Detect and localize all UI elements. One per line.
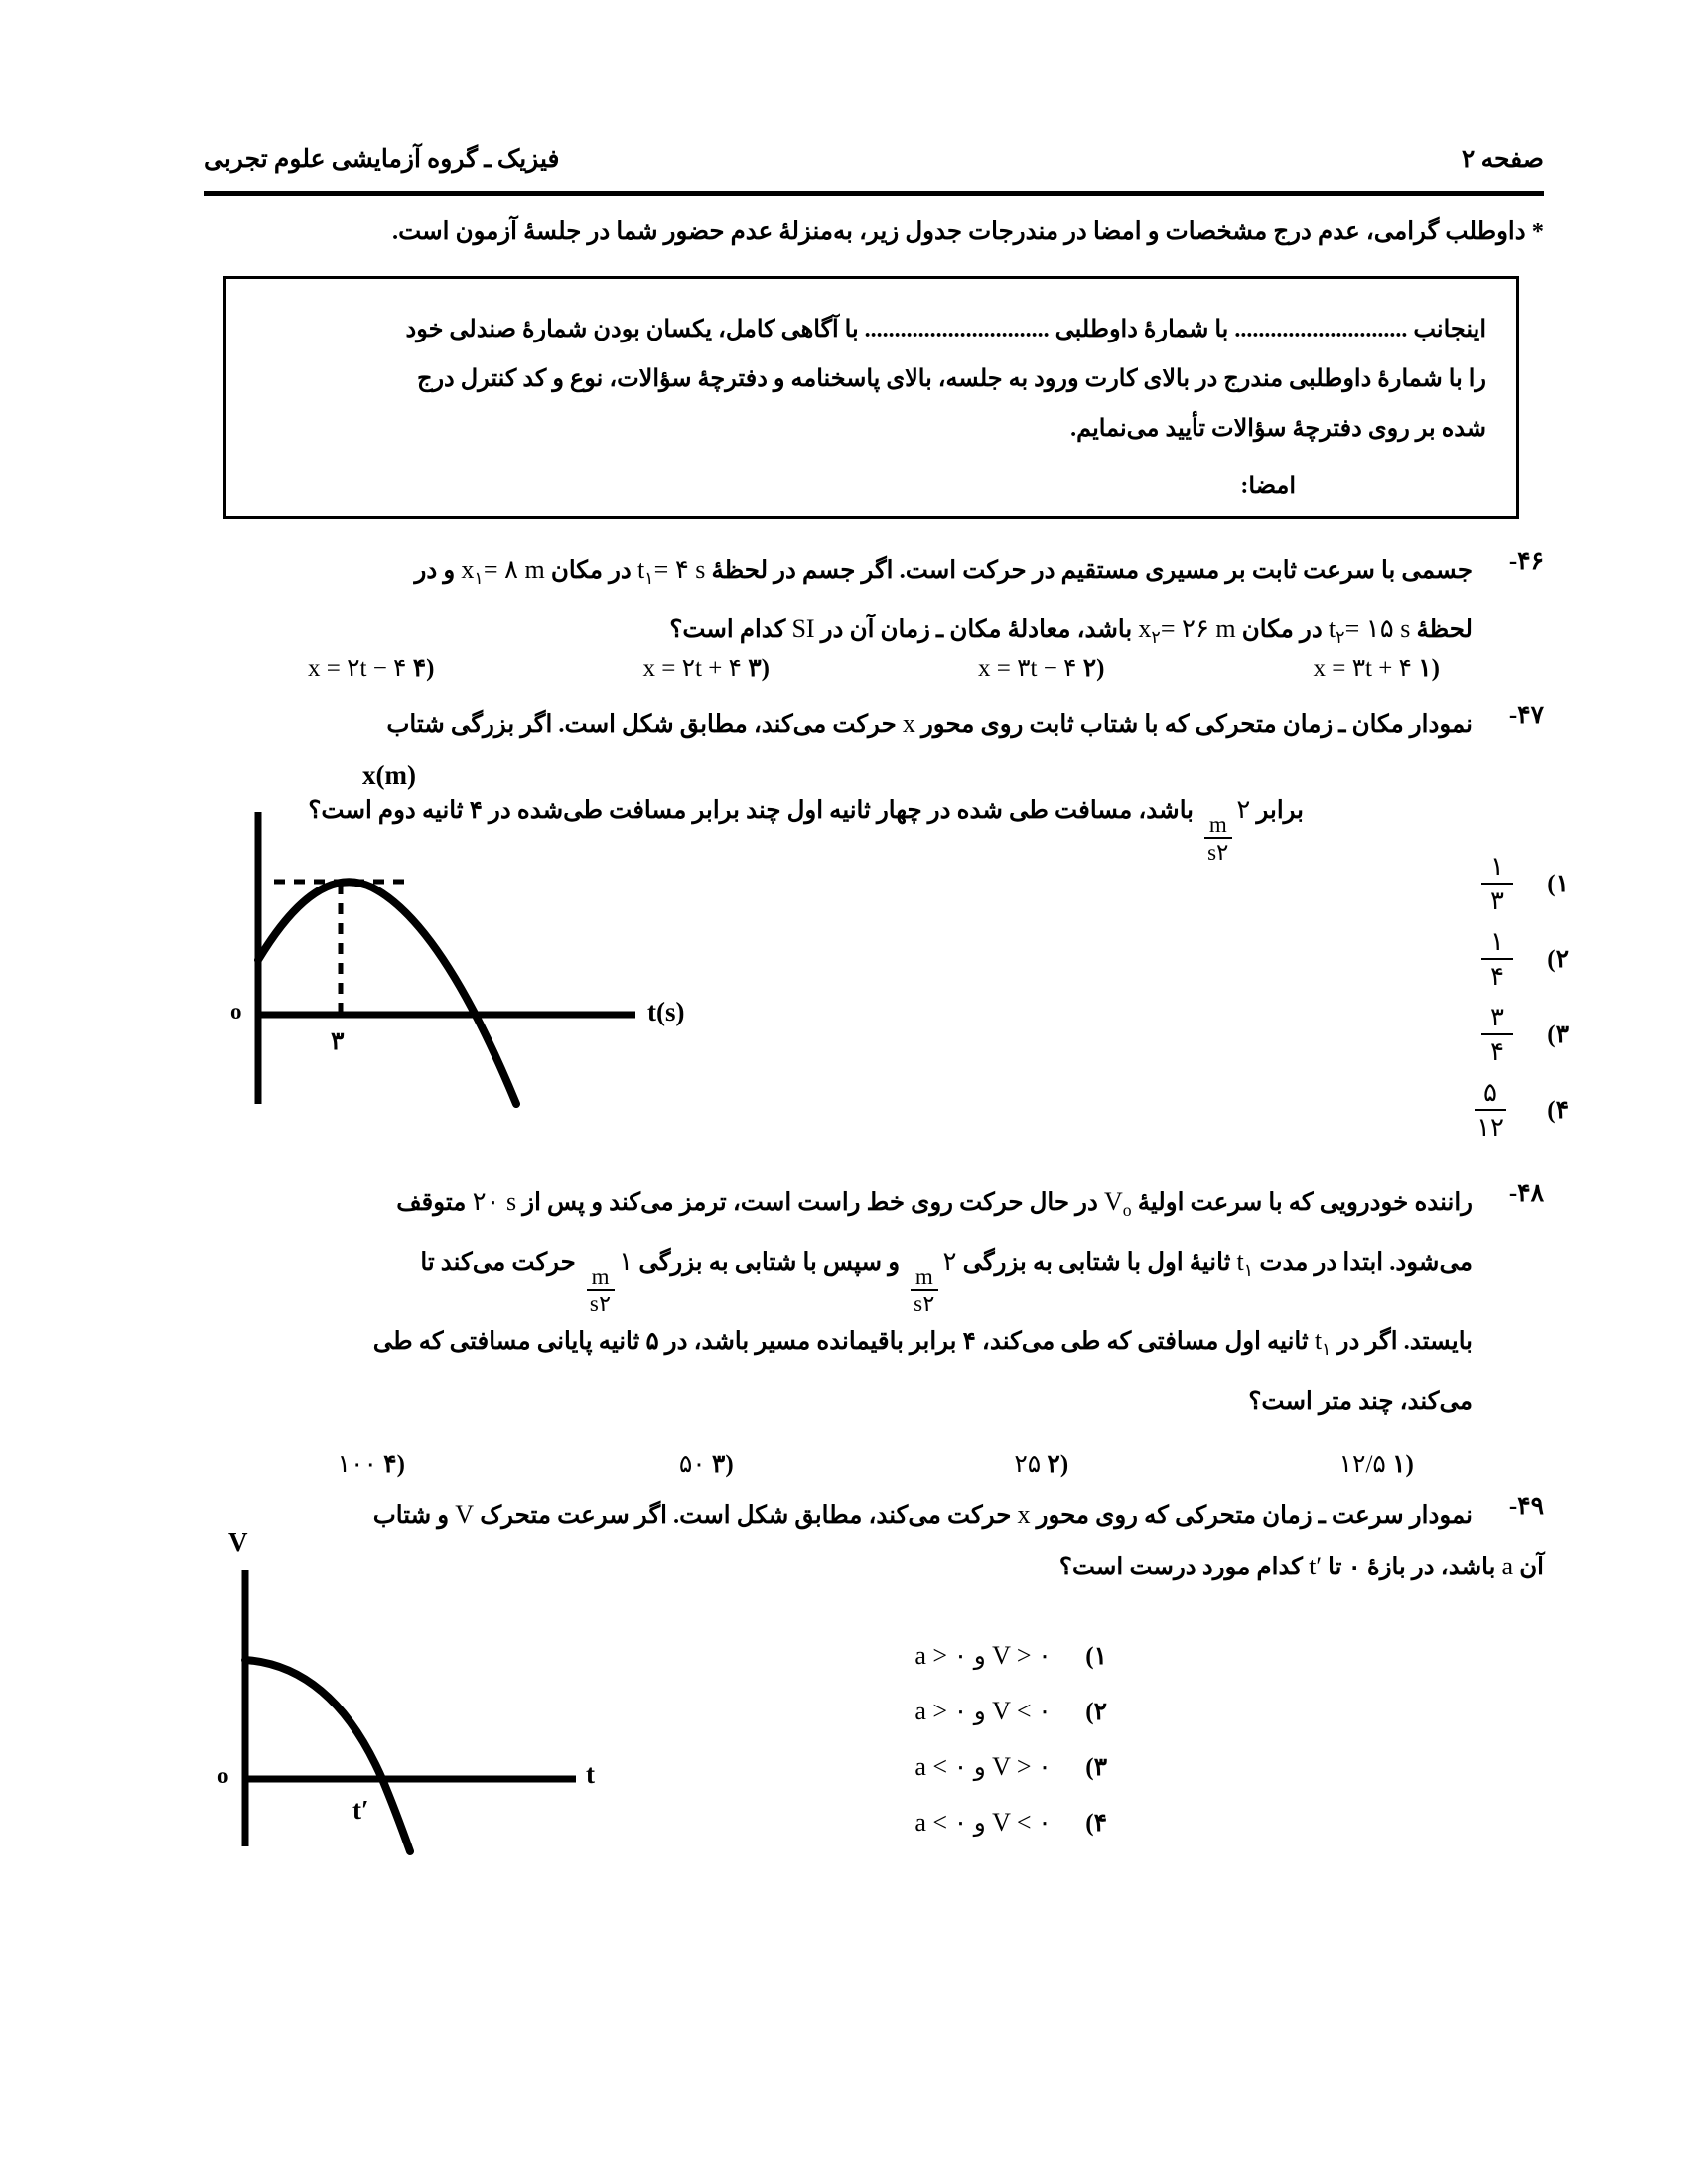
option-47-3[interactable]: [1370, 997, 1569, 1072]
q49-part-2: حرکت می‌کند، مطابق شکل است. اگر سرعت متحرک: [480, 1502, 1012, 1529]
figure-47-curve: [258, 882, 516, 1104]
q46-math-si: SI: [791, 614, 815, 644]
question-48-options: [204, 1449, 1544, 1479]
q48-part-3: متوقف: [396, 1189, 467, 1216]
option-48-1[interactable]: ۱۲/۵ ۱): [1338, 1451, 1414, 1478]
candidate-notice: * داوطلب گرامی، عدم درج مشخصات و امضا در مندرجات جدول زیر، به‌منزلۀ عدم حضور شما در جلسۀ آزمون است.: [391, 218, 1544, 245]
header-page-number: صفحه ۲: [1461, 146, 1544, 173]
q46-part-3: و در: [414, 557, 456, 584]
q46-part-1: جسمی با سرعت ثابت بر مسیری مستقیم در حرکت است. اگر جسم در لحظۀ: [711, 557, 1473, 584]
q49-part-3: و شتاب: [372, 1502, 450, 1529]
q46-math-x2: $x_۲=$ ۲۶ m: [1138, 614, 1236, 648]
q48-accel-2: $\frac{m}{s۲}$ ۱: [582, 1236, 633, 1315]
figure-47-tick-label: ۳: [331, 1028, 345, 1055]
option-49-4-value: V < ۰ و a < ۰: [914, 1808, 1052, 1837]
declaration-line-3: شده بر روی دفترچۀ سؤالات تأیید می‌نمایم.: [1070, 416, 1486, 442]
q48-accel-1: $\frac{m}{s۲}$ ۲: [906, 1236, 956, 1315]
q48-math-t1: $t_۱$: [1236, 1247, 1254, 1281]
option-47-2-number: ۲): [1547, 946, 1569, 973]
q47-part-3: برابر: [1256, 797, 1304, 824]
q47-accel-value: $\frac{m}{s۲}$ ۲: [1199, 784, 1250, 864]
figure-49-svg: [184, 1509, 640, 1856]
q49-math-v: V: [455, 1500, 475, 1529]
figure-49-curve: [245, 1660, 410, 1851]
q48-part-6: و سپس با شتابی به بزرگی: [638, 1249, 901, 1277]
question-46-text: [204, 544, 1473, 663]
option-48-4[interactable]: ۱۰۰ ۴): [337, 1451, 405, 1478]
q49-part-6: کدام مورد درست است؟: [1058, 1554, 1303, 1580]
option-47-4[interactable]: [1370, 1072, 1569, 1148]
header-subject: فیزیک ـ گروه آزمایشی علوم تجربی: [204, 146, 560, 173]
q48-math-t1b: $t_۱$: [1314, 1326, 1332, 1360]
option-47-4-number: ۴): [1547, 1097, 1569, 1124]
question-48-text: [204, 1176, 1473, 1428]
q47-accel-num: m: [1204, 813, 1232, 839]
option-46-1[interactable]: x = ۳t + ۴ ۱): [1313, 655, 1440, 682]
q48-part-7: حرکت می‌کند تا: [420, 1249, 576, 1277]
option-47-1[interactable]: [1370, 846, 1569, 921]
option-47-3-value: $\frac{۳}{۴}$: [1481, 1004, 1525, 1065]
question-46-number: ۴۶-: [1508, 548, 1544, 575]
question-49-text-2: [601, 1541, 1544, 1593]
option-49-4[interactable]: [779, 1795, 1107, 1850]
declaration-line-2: را با شمارۀ داوطلبی مندرج در بالای کارت ورود به جلسه، بالای پاسخنامه و دفترچۀ سؤالات، نوع و کد کنترل درج: [416, 366, 1486, 392]
question-47-text: [204, 698, 1473, 751]
q48-part-4: می‌شود. ابتدا در مدت: [1259, 1249, 1473, 1277]
q46-math-x1: $x_۱=$ ۸ m: [461, 555, 545, 589]
q46-math-t2: $t_۲=$ ۱۵ s: [1328, 614, 1411, 648]
option-49-2-number: ۲): [1085, 1699, 1107, 1725]
q48-accel-1-fraction: $\frac{m}{s۲}$: [909, 1265, 939, 1315]
option-49-1[interactable]: [779, 1628, 1107, 1684]
option-48-2[interactable]: ۲۵ ۲): [1014, 1451, 1069, 1478]
q49-math-x: x: [1017, 1500, 1031, 1529]
q49-part-4: آن: [1519, 1554, 1544, 1580]
q48-part-5: ثانیۀ اول با شتابی به بزرگی: [962, 1249, 1231, 1277]
question-48-number: ۴۸-: [1508, 1180, 1544, 1207]
q46-part-4: لحظۀ: [1416, 616, 1473, 644]
option-47-2-value: $\frac{۱}{۴}$: [1481, 928, 1525, 990]
figure-49-tick-label: t′: [352, 1795, 369, 1825]
q46-part-5: در مکان: [1241, 616, 1323, 644]
q47-part-1: نمودار مکان ـ زمان متحرکی که با شتاب ثابت روی محور: [920, 711, 1473, 738]
option-49-3-value: V > ۰ و a < ۰: [914, 1752, 1052, 1781]
option-46-4[interactable]: x = ۲t − ۴ ۴): [307, 655, 435, 682]
option-49-1-value: V > ۰ و a > ۰: [914, 1641, 1052, 1670]
option-49-2-value: V < ۰ و a > ۰: [914, 1697, 1052, 1725]
question-47-number: ۴۷-: [1508, 702, 1544, 729]
question-49-cont: [601, 1541, 1544, 1593]
q48-part-10: می‌کند، چند متر است؟: [1248, 1387, 1473, 1415]
figure-47-y-label: x(m): [362, 760, 416, 790]
option-48-3[interactable]: ۵۰ ۳): [678, 1451, 734, 1478]
q47-part-2: حرکت می‌کند، مطابق شکل است. اگر بزرگی شتاب: [386, 711, 897, 738]
option-46-3[interactable]: x = ۲t + ۴ ۳): [642, 655, 770, 682]
option-49-1-number: ۱): [1085, 1643, 1107, 1670]
option-46-2[interactable]: x = ۳t − ۴ ۲): [977, 655, 1105, 682]
option-47-3-number: ۳): [1547, 1022, 1569, 1048]
question-47: [204, 698, 1544, 751]
figure-47-origin-label: o: [230, 999, 242, 1024]
q46-part-2: در مکان: [550, 557, 632, 584]
question-49-number: ۴۹-: [1508, 1493, 1544, 1520]
option-47-1-value: $\frac{۱}{۳}$: [1481, 853, 1525, 914]
option-47-2[interactable]: [1370, 921, 1569, 997]
q49-part-1: نمودار سرعت ـ زمان متحرکی که روی محور: [1036, 1502, 1473, 1529]
question-47-options: [1370, 846, 1569, 1148]
signature-label: امضا:: [1240, 474, 1296, 499]
option-49-3-number: ۳): [1085, 1754, 1107, 1781]
figure-49-x-label: t: [586, 1759, 595, 1789]
declaration-line-1: اینجانب ............................. با شمارۀ داوطلبی ............................... با آگاهی کامل، یکسان بودن شمارۀ صندلی خود: [405, 317, 1486, 342]
figure-49-origin-label: o: [217, 1763, 229, 1788]
declaration-box: [223, 276, 1519, 519]
q49-part-5: باشد، در بازۀ ۰ تا: [1328, 1554, 1496, 1580]
question-46-options: [204, 653, 1544, 683]
q48-accel-2-fraction: $\frac{m}{s۲}$: [585, 1265, 616, 1315]
q49-math-a: a: [1501, 1552, 1514, 1580]
page-header: [204, 144, 1544, 174]
q47-math-x: x: [902, 709, 915, 738]
figure-47-x-label: t(s): [647, 997, 685, 1026]
option-49-4-number: ۴): [1085, 1810, 1107, 1837]
q48-part-9: ثانیه اول مسافتی که طی می‌کند، ۴ برابر باقیمانده مسیر باشد، در ۵ ثانیه پایانی مسافتی که طی: [372, 1328, 1309, 1356]
declaration-text: [226, 279, 1516, 454]
q47-accel-den: s۲: [1207, 840, 1229, 866]
option-49-2[interactable]: [779, 1684, 1107, 1739]
q46-part-7: کدام است؟: [669, 616, 786, 644]
figure-47-svg: [199, 806, 715, 1124]
q48-math-v0: $V_o$: [1104, 1187, 1132, 1221]
q48-part-2: در حال حرکت روی خط راست است، ترمز می‌کند و پس از: [522, 1189, 1098, 1216]
q47-accel-fraction: [1202, 813, 1233, 864]
header-divider: [204, 191, 1544, 196]
q48-math-20s: ۲۰ s: [472, 1187, 517, 1216]
q49-math-tprime: t′: [1309, 1552, 1323, 1580]
figure-47: [199, 760, 715, 1124]
figure-49-y-label: V: [228, 1527, 248, 1557]
question-49-options: [779, 1628, 1107, 1850]
option-47-1-number: ۱): [1547, 871, 1569, 897]
q46-math-t1: $t_۱=$ ۴ s: [636, 555, 706, 589]
q48-part-1: راننده خودرویی که با سرعت اولیۀ: [1137, 1189, 1473, 1216]
q48-part-8: بایستد. اگر در: [1336, 1328, 1473, 1356]
option-47-4-value: $\frac{۵}{۱۲}$: [1468, 1079, 1525, 1141]
q47-part-4: باشد، مسافت طی شده در چهار ثانیه اول چند برابر مسافت طی‌شده در ۴ ثانیه دوم است؟: [308, 797, 1194, 824]
option-49-3[interactable]: [779, 1739, 1107, 1795]
question-48: [204, 1176, 1544, 1428]
q46-part-6: باشد، معادلۀ مکان ـ زمان آن در: [820, 616, 1133, 644]
figure-49: [184, 1509, 640, 1856]
question-46: [204, 544, 1544, 663]
